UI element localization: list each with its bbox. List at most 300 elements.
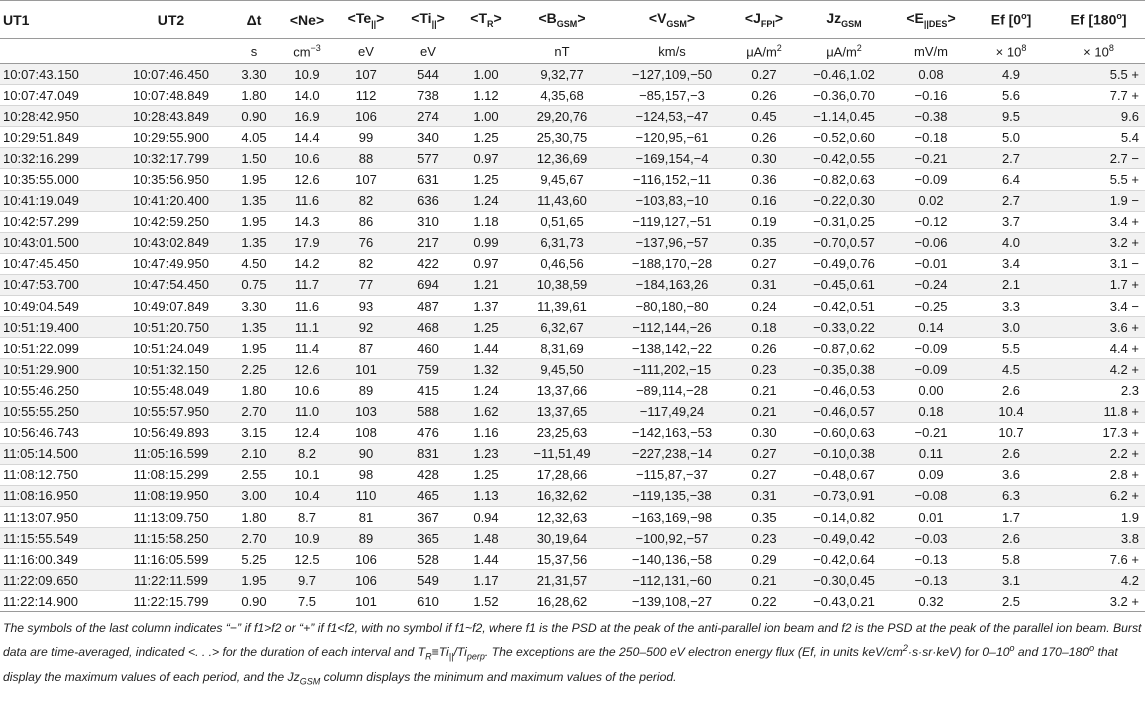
cell-b: 10,38,59: [512, 274, 612, 295]
cell-ut1: 10:43:01.500: [0, 232, 112, 253]
cell-e: 0.00: [892, 380, 970, 401]
cell-jz: −0.36,0.70: [796, 85, 892, 106]
cell-b: 9,45,67: [512, 169, 612, 190]
cell-ut2: 10:32:17.799: [112, 148, 230, 169]
cell-dt: 5.25: [230, 549, 278, 570]
header-j-close: >: [774, 10, 784, 27]
cell-j: 0.26: [732, 338, 796, 359]
cell-te: 101: [336, 359, 396, 380]
cell-ti: 460: [396, 338, 460, 359]
cell-ef180: 5.5 +: [1052, 64, 1145, 85]
cell-e: 0.09: [892, 464, 970, 485]
cell-b: 0,51,65: [512, 211, 612, 232]
header-ut1: UT1: [0, 1, 112, 39]
header-b-sub: GSM: [556, 18, 578, 29]
header-ef0: [970, 1, 1052, 39]
header-v-close: >: [686, 10, 696, 27]
cell-ef180: 2.7 −: [1052, 148, 1145, 169]
unit-ef180-sup: 8: [1108, 42, 1114, 53]
cell-tr: 1.17: [460, 570, 512, 591]
cell-ut2: 10:51:24.049: [112, 338, 230, 359]
cell-te: 103: [336, 401, 396, 422]
cell-ne: 12.5: [278, 549, 336, 570]
cell-jz: −0.87,0.62: [796, 338, 892, 359]
cell-b: 16,32,62: [512, 485, 612, 506]
cell-ef180: 6.2 +: [1052, 485, 1145, 506]
cell-e: 0.14: [892, 317, 970, 338]
units-row: [0, 39, 1145, 64]
cell-jz: −0.22,0.30: [796, 190, 892, 211]
cell-b: 16,28,62: [512, 591, 612, 612]
cell-ef180: 3.2 +: [1052, 591, 1145, 612]
cell-tr: 1.32: [460, 359, 512, 380]
cell-j: 0.26: [732, 127, 796, 148]
cell-ut1: 10:51:19.400: [0, 317, 112, 338]
cell-ut1: 11:08:12.750: [0, 464, 112, 485]
table-body: [0, 39, 1145, 612]
header-ti: [396, 1, 460, 39]
cell-b: 15,37,56: [512, 549, 612, 570]
cell-j: 0.21: [732, 401, 796, 422]
cell-b: 21,31,57: [512, 570, 612, 591]
cell-ut2: 11:22:15.799: [112, 591, 230, 612]
cell-ef0: 3.7: [970, 211, 1052, 232]
cell-j: 0.23: [732, 528, 796, 549]
cell-ut1: 10:55:46.250: [0, 380, 112, 401]
cell-ut2: 10:47:54.450: [112, 274, 230, 295]
cell-jz: −0.30,0.45: [796, 570, 892, 591]
cell-v: −119,127,−51: [612, 211, 732, 232]
cell-ut1: 11:16:00.349: [0, 549, 112, 570]
header-b: [512, 1, 612, 39]
header-j: [732, 1, 796, 39]
cell-j: 0.18: [732, 317, 796, 338]
cell-ut2: 10:51:32.150: [112, 359, 230, 380]
cell-ef0: 10.4: [970, 401, 1052, 422]
cell-dt: 1.80: [230, 85, 278, 106]
table-row: [0, 317, 1145, 338]
cell-ne: 11.4: [278, 338, 336, 359]
cell-jz: −1.14,0.45: [796, 106, 892, 127]
cell-ef0: 3.3: [970, 296, 1052, 317]
cell-j: 0.27: [732, 443, 796, 464]
cell-ut1: 10:55:55.250: [0, 401, 112, 422]
cell-te: 112: [336, 85, 396, 106]
cell-ut2: 10:51:20.750: [112, 317, 230, 338]
footnote-sub-7: GSM: [299, 676, 321, 687]
cell-v: −124,53,−47: [612, 106, 732, 127]
cell-b: −11,51,49: [512, 443, 612, 464]
cell-dt: 3.00: [230, 485, 278, 506]
header-row: [0, 1, 1145, 39]
header-ef180-close: ]: [1121, 11, 1127, 28]
header-j-text: <J: [744, 10, 761, 27]
footnote-sup-6: o: [1089, 643, 1095, 654]
cell-ti: 759: [396, 359, 460, 380]
cell-ut1: 10:28:42.950: [0, 106, 112, 127]
cell-ne: 17.9: [278, 232, 336, 253]
cell-ef0: 4.0: [970, 232, 1052, 253]
cell-ef0: 4.9: [970, 64, 1052, 85]
cell-ef0: 2.7: [970, 190, 1052, 211]
cell-dt: 1.95: [230, 570, 278, 591]
cell-ef0: 3.4: [970, 253, 1052, 274]
cell-ef0: 6.4: [970, 169, 1052, 190]
cell-ne: 16.9: [278, 106, 336, 127]
unit-j: [732, 39, 796, 64]
cell-tr: 1.44: [460, 338, 512, 359]
cell-tr: 1.00: [460, 64, 512, 85]
header-e-close: >: [947, 10, 956, 27]
cell-ne: 11.6: [278, 296, 336, 317]
cell-ne: 9.7: [278, 570, 336, 591]
cell-b: 25,30,75: [512, 127, 612, 148]
cell-b: 6,31,73: [512, 232, 612, 253]
cell-ef0: 4.5: [970, 359, 1052, 380]
unit-b: nT: [512, 39, 612, 64]
cell-v: −138,142,−22: [612, 338, 732, 359]
header-e-text: <E: [906, 10, 924, 27]
cell-ef0: 5.5: [970, 338, 1052, 359]
cell-ne: 10.9: [278, 64, 336, 85]
unit-ne: [278, 39, 336, 64]
cell-e: −0.09: [892, 359, 970, 380]
cell-jz: −0.49,0.76: [796, 253, 892, 274]
cell-ef0: 3.1: [970, 570, 1052, 591]
cell-v: −142,163,−53: [612, 422, 732, 443]
cell-ef0: 2.5: [970, 591, 1052, 612]
unit-ef0: [970, 39, 1052, 64]
cell-j: 0.35: [732, 506, 796, 527]
unit-jz: [796, 39, 892, 64]
cell-ef0: 6.3: [970, 485, 1052, 506]
cell-v: −116,152,−11: [612, 169, 732, 190]
cell-j: 0.21: [732, 570, 796, 591]
cell-ne: 14.4: [278, 127, 336, 148]
unit-tr: [460, 39, 512, 64]
header-ef0-close: ]: [1026, 11, 1032, 28]
cell-te: 82: [336, 253, 396, 274]
cell-ef180: 2.8 +: [1052, 464, 1145, 485]
header-v-sub: GSM: [666, 18, 687, 29]
cell-ef180: 2.2 +: [1052, 443, 1145, 464]
cell-te: 77: [336, 274, 396, 295]
cell-dt: 1.95: [230, 169, 278, 190]
cell-dt: 2.70: [230, 528, 278, 549]
cell-ut1: 10:51:22.099: [0, 338, 112, 359]
cell-ti: 588: [396, 401, 460, 422]
cell-ti: 831: [396, 443, 460, 464]
cell-ut1: 10:07:43.150: [0, 64, 112, 85]
cell-ne: 14.0: [278, 85, 336, 106]
cell-v: −119,135,−38: [612, 485, 732, 506]
cell-ef0: 1.7: [970, 506, 1052, 527]
unit-jz-sup: 2: [856, 42, 862, 53]
cell-ef180: 4.4 +: [1052, 338, 1145, 359]
footnote-text-8: column displays the minimum and maximum values of the period.: [320, 669, 677, 684]
header-v: [612, 1, 732, 39]
cell-ut2: 10:35:56.950: [112, 169, 230, 190]
cell-ti: 274: [396, 106, 460, 127]
cell-ut1: 10:47:45.450: [0, 253, 112, 274]
table-row: [0, 85, 1145, 106]
cell-ef180: 4.2: [1052, 570, 1145, 591]
cell-ef180: 1.9: [1052, 506, 1145, 527]
cell-jz: −0.42,0.64: [796, 549, 892, 570]
cell-e: −0.09: [892, 338, 970, 359]
cell-dt: 0.75: [230, 274, 278, 295]
table-row: [0, 380, 1145, 401]
cell-ti: 549: [396, 570, 460, 591]
footnote-text-6: and 170–180: [1014, 645, 1090, 660]
cell-jz: −0.48,0.67: [796, 464, 892, 485]
cell-ut2: 10:42:59.250: [112, 211, 230, 232]
cell-ne: 14.3: [278, 211, 336, 232]
cell-ti: 465: [396, 485, 460, 506]
cell-ut2: 10:49:07.849: [112, 296, 230, 317]
cell-ef180: 11.8 +: [1052, 401, 1145, 422]
cell-ef0: 2.1: [970, 274, 1052, 295]
cell-te: 99: [336, 127, 396, 148]
cell-ut2: 10:29:55.900: [112, 127, 230, 148]
cell-ne: 10.4: [278, 485, 336, 506]
cell-tr: 1.12: [460, 85, 512, 106]
cell-b: 30,19,64: [512, 528, 612, 549]
cell-jz: −0.14,0.82: [796, 506, 892, 527]
cell-dt: 2.10: [230, 443, 278, 464]
cell-b: 13,37,66: [512, 380, 612, 401]
header-v-text: <V: [648, 10, 667, 27]
table-row: [0, 443, 1145, 464]
footnote-text-5: ·s·sr·keV) for 0–10: [907, 645, 1010, 660]
cell-ti: 422: [396, 253, 460, 274]
cell-ef180: 3.2 +: [1052, 232, 1145, 253]
cell-j: 0.27: [732, 64, 796, 85]
footnote-text-2: ≡Ti: [431, 645, 449, 660]
cell-e: −0.01: [892, 253, 970, 274]
cell-ef0: 2.6: [970, 380, 1052, 401]
cell-dt: 1.35: [230, 232, 278, 253]
footnote-sup-5: o: [1009, 643, 1015, 654]
cell-ti: 544: [396, 64, 460, 85]
cell-ti: 365: [396, 528, 460, 549]
cell-ef180: 3.4 −: [1052, 296, 1145, 317]
cell-ut2: 10:55:57.950: [112, 401, 230, 422]
cell-b: 9,45,50: [512, 359, 612, 380]
cell-ef180: 3.1 −: [1052, 253, 1145, 274]
cell-tr: 1.52: [460, 591, 512, 612]
cell-tr: 1.23: [460, 443, 512, 464]
cell-e: 0.02: [892, 190, 970, 211]
cell-ef0: 3.0: [970, 317, 1052, 338]
footnote-sub-3: perp: [466, 651, 485, 662]
cell-e: −0.38: [892, 106, 970, 127]
cell-dt: 4.50: [230, 253, 278, 274]
header-jz-sub: GSM: [841, 18, 862, 29]
cell-dt: 0.90: [230, 106, 278, 127]
footnote-text-4: . The exceptions are the 250–500 eV electron energy flux (Ef, in units keV/cm: [484, 645, 903, 660]
cell-te: 108: [336, 422, 396, 443]
cell-ut1: 10:41:19.049: [0, 190, 112, 211]
header-te: [336, 1, 396, 39]
table-row: [0, 274, 1145, 295]
unit-ti: eV: [396, 39, 460, 64]
cell-b: 9,32,77: [512, 64, 612, 85]
cell-j: 0.22: [732, 591, 796, 612]
footnote-text-3: /Ti: [453, 645, 467, 660]
cell-b: 13,37,65: [512, 401, 612, 422]
cell-ef0: 2.6: [970, 443, 1052, 464]
cell-b: 6,32,67: [512, 317, 612, 338]
cell-v: −112,144,−26: [612, 317, 732, 338]
unit-ne-text: cm: [293, 44, 311, 60]
cell-ne: 10.1: [278, 464, 336, 485]
cell-tr: 1.25: [460, 464, 512, 485]
cell-jz: −0.42,0.55: [796, 148, 892, 169]
header-jz-text: Jz: [826, 10, 842, 27]
cell-v: −163,169,−98: [612, 506, 732, 527]
cell-v: −89,114,−28: [612, 380, 732, 401]
cell-ne: 11.6: [278, 190, 336, 211]
header-te-close: >: [376, 10, 385, 27]
cell-ti: 476: [396, 422, 460, 443]
cell-tr: 1.25: [460, 317, 512, 338]
cell-j: 0.27: [732, 253, 796, 274]
cell-jz: −0.46,0.53: [796, 380, 892, 401]
cell-j: 0.30: [732, 422, 796, 443]
cell-b: 12,32,63: [512, 506, 612, 527]
cell-ne: 11.1: [278, 317, 336, 338]
cell-ut1: 10:47:53.700: [0, 274, 112, 295]
cell-ef180: 5.5 +: [1052, 169, 1145, 190]
cell-ef0: 9.5: [970, 106, 1052, 127]
unit-ef0-sup: 8: [1021, 42, 1027, 53]
cell-dt: 1.80: [230, 380, 278, 401]
cell-ut1: 11:08:16.950: [0, 485, 112, 506]
cell-ef180: 4.2 +: [1052, 359, 1145, 380]
cell-ne: 8.7: [278, 506, 336, 527]
cell-jz: −0.43,0.21: [796, 591, 892, 612]
table-row: [0, 570, 1145, 591]
cell-v: −227,238,−14: [612, 443, 732, 464]
cell-dt: 1.35: [230, 190, 278, 211]
cell-v: −169,154,−4: [612, 148, 732, 169]
table-row: [0, 549, 1145, 570]
cell-v: −115,87,−37: [612, 464, 732, 485]
cell-e: −0.21: [892, 148, 970, 169]
cell-tr: 0.94: [460, 506, 512, 527]
table-row: [0, 232, 1145, 253]
cell-tr: 1.25: [460, 127, 512, 148]
cell-ti: 577: [396, 148, 460, 169]
cell-tr: 1.37: [460, 296, 512, 317]
cell-dt: 3.30: [230, 64, 278, 85]
cell-ut2: 10:56:49.893: [112, 422, 230, 443]
cell-ut2: 11:05:16.599: [112, 443, 230, 464]
header-ut2: UT2: [112, 1, 230, 39]
cell-b: 8,31,69: [512, 338, 612, 359]
cell-j: 0.19: [732, 211, 796, 232]
cell-ut1: 10:56:46.743: [0, 422, 112, 443]
cell-j: 0.16: [732, 190, 796, 211]
cell-tr: 1.18: [460, 211, 512, 232]
table-row: [0, 148, 1145, 169]
header-ef180: [1052, 1, 1145, 39]
unit-ef0-text: × 10: [995, 44, 1022, 60]
cell-ef0: 5.0: [970, 127, 1052, 148]
cell-tr: 1.44: [460, 549, 512, 570]
cell-tr: 1.48: [460, 528, 512, 549]
cell-ef180: 3.6 +: [1052, 317, 1145, 338]
cell-ut1: 11:13:07.950: [0, 506, 112, 527]
header-ef0-sup: o: [1021, 11, 1027, 22]
cell-ut1: 10:49:04.549: [0, 296, 112, 317]
cell-e: 0.11: [892, 443, 970, 464]
cell-dt: 2.70: [230, 401, 278, 422]
unit-j-sup: 2: [776, 42, 782, 53]
header-tr-close: >: [493, 10, 502, 27]
header-tr-text: <T: [470, 10, 488, 27]
cell-dt: 1.95: [230, 211, 278, 232]
cell-ut2: 10:28:43.849: [112, 106, 230, 127]
table-row: [0, 528, 1145, 549]
cell-e: −0.21: [892, 422, 970, 443]
header-ne: <Ne>: [278, 1, 336, 39]
cell-j: 0.31: [732, 485, 796, 506]
footnote-text-7: that display the maximum values of each period, and the Jz: [3, 645, 1118, 684]
cell-e: −0.09: [892, 169, 970, 190]
header-ef180-text: Ef [180: [1070, 11, 1117, 28]
cell-ut2: 11:08:19.950: [112, 485, 230, 506]
cell-ti: 415: [396, 380, 460, 401]
unit-te: eV: [336, 39, 396, 64]
cell-te: 110: [336, 485, 396, 506]
cell-ut1: 10:29:51.849: [0, 127, 112, 148]
cell-jz: −0.42,0.51: [796, 296, 892, 317]
cell-dt: 1.35: [230, 317, 278, 338]
cell-b: 0,46,56: [512, 253, 612, 274]
cell-e: −0.18: [892, 127, 970, 148]
cell-te: 76: [336, 232, 396, 253]
cell-tr: 1.00: [460, 106, 512, 127]
cell-jz: −0.49,0.42: [796, 528, 892, 549]
cell-te: 87: [336, 338, 396, 359]
cell-jz: −0.10,0.38: [796, 443, 892, 464]
cell-tr: 0.97: [460, 148, 512, 169]
table-row: [0, 506, 1145, 527]
cell-ut1: 11:22:14.900: [0, 591, 112, 612]
cell-jz: −0.82,0.63: [796, 169, 892, 190]
cell-e: −0.13: [892, 570, 970, 591]
cell-v: −111,202,−15: [612, 359, 732, 380]
cell-ti: 694: [396, 274, 460, 295]
header-te-text: <Te: [347, 10, 372, 27]
cell-b: 29,20,76: [512, 106, 612, 127]
unit-ef180-text: × 10: [1083, 44, 1109, 60]
cell-ti: 636: [396, 190, 460, 211]
cell-ut2: 10:07:48.849: [112, 85, 230, 106]
cell-dt: 2.55: [230, 464, 278, 485]
cell-ut1: 10:51:29.900: [0, 359, 112, 380]
cell-tr: 0.99: [460, 232, 512, 253]
cell-ti: 468: [396, 317, 460, 338]
cell-ut1: 11:15:55.549: [0, 528, 112, 549]
cell-tr: 1.62: [460, 401, 512, 422]
cell-ef0: 5.8: [970, 549, 1052, 570]
table-row: [0, 401, 1145, 422]
cell-v: −103,83,−10: [612, 190, 732, 211]
cell-ne: 11.7: [278, 274, 336, 295]
